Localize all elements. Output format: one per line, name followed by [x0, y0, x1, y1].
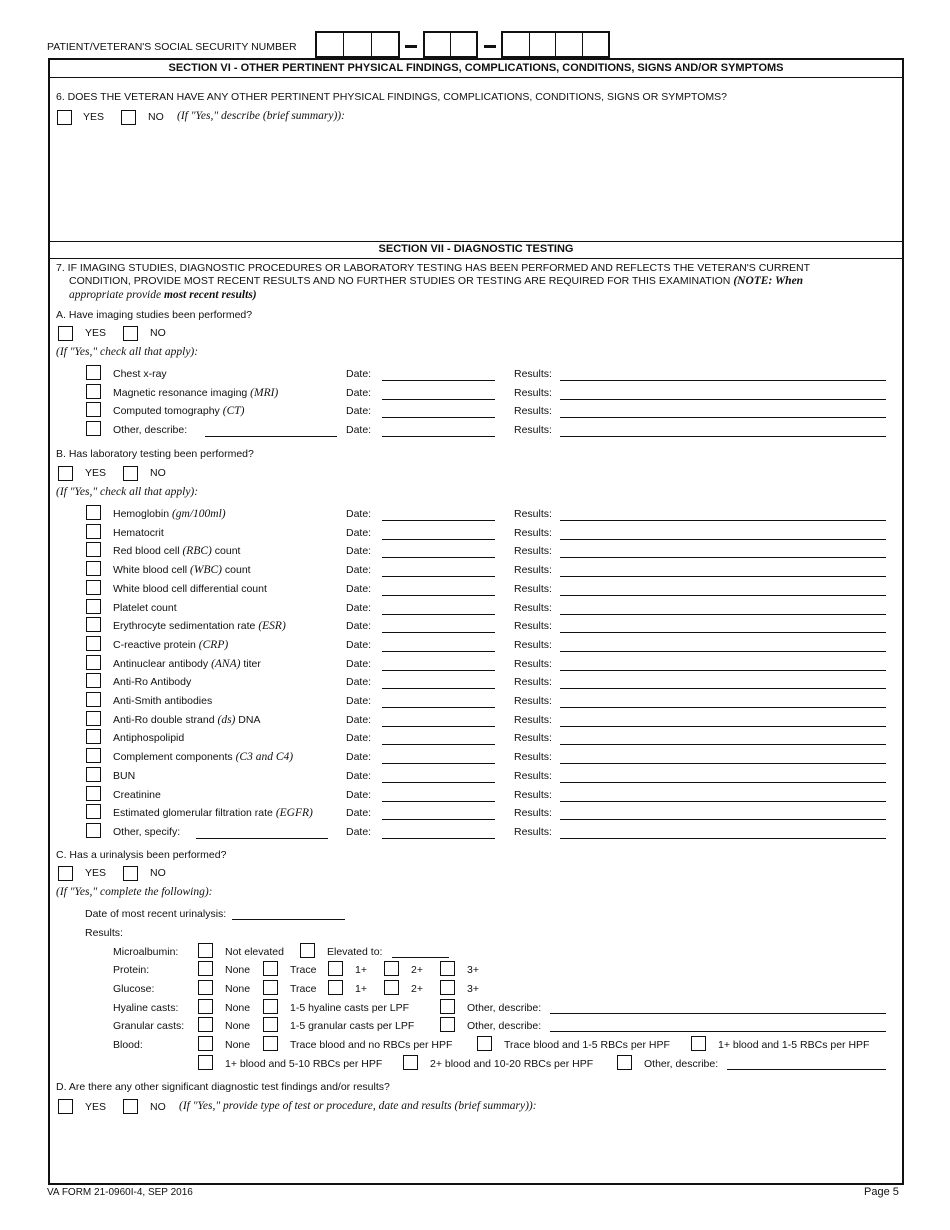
imaging-item-checkbox[interactable]	[86, 384, 101, 399]
protein-option-label: 3+	[467, 964, 479, 976]
granular-other-label: Other, describe:	[467, 1020, 542, 1032]
lab-item-label-suffix: titer	[240, 657, 261, 670]
lab-item-label	[113, 658, 261, 670]
blood-other-field[interactable]	[727, 1069, 886, 1070]
lab-item-results-label: Results:	[514, 620, 552, 633]
lab-item-date-label: Date:	[346, 807, 372, 820]
imaging-item-date-field[interactable]	[382, 380, 495, 381]
lab-item-results-label: Results:	[514, 508, 552, 520]
lab-item-label	[113, 602, 177, 614]
imaging-item-date-field[interactable]	[382, 436, 495, 437]
hyaline-other-checkbox[interactable]	[440, 999, 455, 1014]
lab-item-checkbox[interactable]	[86, 692, 101, 707]
lab-item-date-field[interactable]	[382, 688, 495, 689]
question-a: A. Have imaging studies been performed?	[56, 309, 253, 321]
lab-item-date-field[interactable]	[382, 632, 495, 633]
lab-item-label-text: Anti-Ro double strand	[113, 713, 218, 726]
imaging-item-results-label: Results:	[514, 386, 552, 399]
qd-hint: (If "Yes," provide type of test or procedure, date and results (brief summary)):	[179, 1100, 537, 1112]
lab-item-results-field[interactable]	[560, 670, 886, 671]
granular-none-checkbox[interactable]	[198, 1017, 213, 1032]
lab-item-date-label: Date:	[346, 564, 372, 577]
lab-item-label-suffix: DNA	[235, 713, 261, 726]
lab-item-label-text: Hemoglobin	[113, 508, 172, 520]
imaging-item-results-field[interactable]	[560, 380, 886, 381]
lab-item-checkbox[interactable]	[86, 673, 101, 688]
lab-item-date-label: Date:	[346, 695, 372, 707]
page-number: Page 5	[864, 1186, 899, 1198]
q6-no-label: NO	[148, 111, 164, 123]
microalbumin-label: Microalbumin:	[113, 946, 179, 958]
lab-item-label-suffix: count	[221, 564, 251, 577]
hyaline-1-5-checkbox[interactable]	[263, 999, 278, 1014]
protein-option-checkbox[interactable]	[263, 961, 278, 976]
imaging-item-results-label: Results:	[514, 405, 552, 418]
lab-item-label	[113, 732, 184, 744]
imaging-item-label-text: Other, describe:	[113, 424, 188, 437]
blood-2plus-10-20-checkbox[interactable]	[403, 1055, 418, 1070]
granular-other-checkbox[interactable]	[440, 1017, 455, 1032]
ssn-dash	[405, 45, 417, 48]
lab-item-date-label: Date:	[346, 751, 372, 764]
blood-1plus-1-5-checkbox[interactable]	[691, 1036, 706, 1051]
question-b: B. Has laboratory testing been performed?	[56, 448, 254, 460]
imaging-item-checkbox[interactable]	[86, 421, 101, 436]
lab-item-label-text: Estimated glomerular filtration rate	[113, 807, 276, 820]
lab-item-date-label: Date:	[346, 508, 372, 520]
hyaline-1-5-label: 1-5 hyaline casts per LPF	[290, 1002, 410, 1014]
lab-item-date-field[interactable]	[382, 557, 495, 558]
blood-2plus-10-20-label: 2+ blood and 10-20 RBCs per HPF	[430, 1058, 594, 1070]
urinalysis-date-field[interactable]	[232, 919, 345, 920]
q6-no-checkbox[interactable]	[121, 110, 136, 125]
lab-item-label-text: Antiphospolipid	[113, 732, 185, 745]
imaging-item-label-text: Computed tomography	[113, 405, 223, 418]
lab-item-label-suffix: count	[211, 545, 241, 558]
protein-option-checkbox[interactable]	[328, 961, 343, 976]
protein-option-label: Trace	[290, 964, 317, 976]
imaging-item-results-field[interactable]	[560, 417, 886, 418]
lab-item-results-field[interactable]	[560, 576, 886, 577]
lab-item-label-text: Antinuclear antibody	[113, 657, 212, 670]
ssn-label: PATIENT/VETERAN'S SOCIAL SECURITY NUMBER	[47, 41, 297, 53]
lab-item-results-label: Results:	[514, 769, 552, 782]
lab-item-date-field[interactable]	[382, 651, 495, 652]
lab-item-date-field[interactable]	[382, 520, 495, 521]
ssn-field-part3[interactable]	[501, 31, 610, 58]
imaging-item-date-label: Date:	[346, 405, 372, 418]
lab-item-label	[113, 789, 161, 801]
lab-item-date-label: Date:	[346, 545, 372, 558]
microalbumin-elevated-checkbox[interactable]	[300, 943, 315, 958]
lab-item-results-field[interactable]	[560, 782, 886, 783]
granular-label: Granular casts:	[113, 1020, 185, 1032]
qc-yes-label: YES	[85, 867, 107, 879]
lab-item-label-text: Erythrocyte sedimentation rate	[113, 620, 259, 633]
qc-hint: (If "Yes," complete the following):	[56, 886, 213, 898]
lab-item-results-field[interactable]	[560, 595, 886, 596]
imaging-item-date-field[interactable]	[382, 417, 495, 418]
ssn-dash	[484, 45, 496, 48]
qa-yes-label: YES	[85, 327, 107, 339]
intro-line-2: CONDITION, PROVIDE MOST RECENT RESULTS AND NO FURTHER STUDIES OR TESTING ARE REQUIRED FOR THIS EXAMINATION (NOTE: When	[69, 275, 804, 287]
lab-item-results-label: Results:	[514, 807, 552, 820]
blood-other-label: Other, describe:	[644, 1058, 719, 1070]
lab-item-label-abbr: (WBC)	[190, 564, 222, 577]
imaging-item-checkbox[interactable]	[86, 402, 101, 417]
blood-1plus-1-5-label: 1+ blood and 1-5 RBCs per HPF	[718, 1039, 870, 1051]
lab-item-date-label: Date:	[346, 676, 372, 689]
lab-item-date-field[interactable]	[382, 801, 495, 802]
lab-item-results-label: Results:	[514, 564, 552, 577]
lab-item-checkbox[interactable]	[86, 617, 101, 632]
lab-item-label-abbr: (ANA)	[211, 657, 241, 670]
granular-1-5-label: 1-5 granular casts per LPF	[290, 1020, 415, 1032]
imaging-item-label	[113, 405, 244, 417]
lab-item-checkbox[interactable]	[86, 711, 101, 726]
glucose-option-label: Trace	[290, 983, 317, 995]
qb-no-label: NO	[150, 467, 166, 479]
lab-item-results-label: Results:	[514, 601, 552, 614]
granular-other-field[interactable]	[550, 1031, 886, 1032]
lab-item-label-text: Anti-Ro Antibody	[113, 676, 192, 689]
lab-item-label	[113, 807, 313, 819]
hyaline-none-checkbox[interactable]	[198, 999, 213, 1014]
urinalysis-date-label: Date of most recent urinalysis:	[85, 908, 227, 920]
lab-item-label-text: White blood cell differential count	[113, 582, 267, 595]
lab-item-results-label: Results:	[514, 825, 552, 838]
lab-item-checkbox[interactable]	[86, 786, 101, 801]
glucose-option-checkbox[interactable]	[328, 980, 343, 995]
protein-option-checkbox[interactable]	[440, 961, 455, 976]
blood-trace-no-rbc-checkbox[interactable]	[263, 1036, 278, 1051]
qa-hint: (If "Yes," check all that apply):	[56, 346, 199, 358]
protein-option-checkbox[interactable]	[198, 961, 213, 976]
lab-item-results-field[interactable]	[560, 539, 886, 540]
lab-item-results-field[interactable]	[560, 744, 886, 745]
qd-yes-checkbox[interactable]	[58, 1099, 73, 1114]
lab-item-results-label: Results:	[514, 695, 552, 707]
lab-item-label	[113, 583, 267, 595]
protein-option-label: None	[225, 964, 251, 976]
form-number: VA FORM 21-0960I-4, SEP 2016	[47, 1187, 193, 1198]
microalbumin-elevated-field[interactable]	[392, 957, 449, 958]
lab-item-results-label: Results:	[514, 638, 552, 651]
lab-item-results-label: Results:	[514, 732, 552, 745]
lab-item-date-label: Date:	[346, 825, 372, 838]
intro-line-1: 7. IF IMAGING STUDIES, DIAGNOSTIC PROCEDURES OR LABORATORY TESTING HAS BEEN PERFORMED AND REFLECTS THE VETERAN'S CURRENT	[56, 262, 811, 274]
protein-option-label: 1+	[355, 964, 367, 976]
blood-none-label: None	[225, 1039, 251, 1051]
imaging-item-date-field[interactable]	[382, 399, 495, 400]
lab-item-results-field[interactable]	[560, 520, 886, 521]
glucose-label: Glucose:	[113, 983, 155, 995]
lab-item-date-field[interactable]	[382, 707, 495, 708]
imaging-item-results-label: Results:	[514, 368, 552, 380]
lab-item-results-label: Results:	[514, 582, 552, 595]
urinalysis-results-label: Results:	[85, 927, 123, 939]
glucose-option-checkbox[interactable]	[198, 980, 213, 995]
lab-item-date-field[interactable]	[382, 595, 495, 596]
imaging-item-date-label: Date:	[346, 424, 372, 437]
lab-item-checkbox[interactable]	[86, 524, 101, 539]
lab-item-date-field[interactable]	[382, 670, 495, 671]
lab-item-label	[113, 508, 226, 520]
imaging-item-results-field[interactable]	[560, 399, 886, 400]
lab-item-date-field[interactable]	[382, 614, 495, 615]
lab-item-label-text: Complement components	[113, 751, 236, 764]
hyaline-none-label: None	[225, 1002, 251, 1014]
lab-item-checkbox[interactable]	[86, 636, 101, 651]
glucose-option-label: 1+	[355, 983, 367, 995]
lab-item-label-text: C-reactive protein	[113, 638, 199, 651]
blood-other-checkbox[interactable]	[617, 1055, 632, 1070]
imaging-item-label-abbr: (CT)	[222, 405, 245, 418]
imaging-item-results-field[interactable]	[560, 436, 886, 437]
lab-item-results-field[interactable]	[560, 557, 886, 558]
lab-item-results-field[interactable]	[560, 651, 886, 652]
qc-yes-checkbox[interactable]	[58, 866, 73, 881]
lab-item-label-abbr: (gm/100ml)	[171, 508, 226, 520]
lab-item-label-text: Platelet count	[113, 601, 177, 614]
lab-item-other-field[interactable]	[196, 838, 328, 839]
lab-item-label-text: White blood cell	[113, 564, 191, 577]
lab-item-label-abbr: (RBC)	[182, 545, 212, 558]
ssn-field-part1[interactable]	[315, 31, 400, 58]
lab-item-results-field[interactable]	[560, 838, 886, 839]
protein-option-label: 2+	[411, 964, 423, 976]
hyaline-other-field[interactable]	[550, 1013, 886, 1014]
microalbumin-not-elevated-label: Not elevated	[225, 946, 284, 958]
lab-item-date-field[interactable]	[382, 744, 495, 745]
lab-item-checkbox[interactable]	[86, 580, 101, 595]
lab-item-label	[113, 714, 260, 726]
imaging-item-results-label: Results:	[514, 424, 552, 437]
lab-item-results-field[interactable]	[560, 801, 886, 802]
q6-yes-label: YES	[83, 111, 105, 123]
lab-item-label-text: BUN	[113, 769, 136, 782]
lab-item-date-label: Date:	[346, 769, 372, 782]
lab-item-label-abbr: (ds)	[217, 713, 236, 726]
blood-label: Blood:	[113, 1039, 143, 1051]
lab-item-label	[113, 545, 240, 557]
lab-item-label-text: Hematocrit	[113, 526, 164, 539]
lab-item-results-field[interactable]	[560, 632, 886, 633]
lab-item-results-field[interactable]	[560, 726, 886, 727]
lab-item-checkbox[interactable]	[86, 729, 101, 744]
lab-item-label	[113, 564, 251, 576]
lab-item-results-label: Results:	[514, 751, 552, 764]
divider	[50, 258, 902, 259]
glucose-option-checkbox[interactable]	[263, 980, 278, 995]
lab-item-date-label: Date:	[346, 713, 372, 726]
question-6: 6. DOES THE VETERAN HAVE ANY OTHER PERTINENT PHYSICAL FINDINGS, COMPLICATIONS, CONDITIONS, SIGNS OR SYMPTOMS?	[56, 91, 727, 103]
question-c: C. Has a urinalysis been performed?	[56, 849, 227, 861]
granular-1-5-checkbox[interactable]	[263, 1017, 278, 1032]
blood-trace-1-5-checkbox[interactable]	[477, 1036, 492, 1051]
glucose-option-label: None	[225, 983, 251, 995]
qa-yes-checkbox[interactable]	[58, 326, 73, 341]
lab-item-checkbox[interactable]	[86, 599, 101, 614]
imaging-item-checkbox[interactable]	[86, 365, 101, 380]
lab-item-date-label: Date:	[346, 582, 372, 595]
lab-item-date-label: Date:	[346, 620, 372, 633]
lab-item-date-field[interactable]	[382, 539, 495, 540]
imaging-item-date-label: Date:	[346, 386, 372, 399]
imaging-item-label-text: Chest x-ray	[113, 368, 167, 380]
imaging-item-date-label: Date:	[346, 368, 372, 380]
lab-item-date-label: Date:	[346, 732, 372, 745]
lab-item-date-label: Date:	[346, 788, 372, 801]
lab-item-label-text: Other, specify:	[113, 825, 181, 838]
lab-item-checkbox[interactable]	[86, 823, 101, 838]
lab-item-results-field[interactable]	[560, 763, 886, 764]
lab-item-checkbox[interactable]	[86, 767, 101, 782]
blood-trace-1-5-label: Trace blood and 1-5 RBCs per HPF	[504, 1039, 670, 1051]
microalbumin-elevated-label: Elevated to:	[327, 946, 383, 958]
lab-item-results-field[interactable]	[560, 614, 886, 615]
imaging-item-label	[113, 368, 167, 380]
q6-hint: (If "Yes," describe (brief summary)):	[177, 110, 345, 122]
protein-label: Protein:	[113, 964, 150, 976]
qb-yes-label: YES	[85, 467, 107, 479]
imaging-item-label	[113, 387, 278, 399]
lab-item-checkbox[interactable]	[86, 655, 101, 670]
lab-item-checkbox[interactable]	[86, 804, 101, 819]
lab-item-results-label: Results:	[514, 788, 552, 801]
lab-item-checkbox[interactable]	[86, 748, 101, 763]
granular-none-label: None	[225, 1020, 251, 1032]
qb-hint: (If "Yes," check all that apply):	[56, 486, 199, 498]
lab-item-results-field[interactable]	[560, 688, 886, 689]
lab-item-date-label: Date:	[346, 601, 372, 614]
lab-item-label	[113, 826, 180, 838]
lab-item-label	[113, 751, 293, 763]
lab-item-label	[113, 620, 286, 632]
qd-no-checkbox[interactable]	[123, 1099, 138, 1114]
microalbumin-not-elevated-checkbox[interactable]	[198, 943, 213, 958]
qb-no-checkbox[interactable]	[123, 466, 138, 481]
section-6-title: SECTION VI - OTHER PERTINENT PHYSICAL FINDINGS, COMPLICATIONS, CONDITIONS, SIGNS AND/OR SYMPTOMS	[168, 62, 784, 74]
intro-line-3: appropriate provide most recent results)	[69, 289, 257, 301]
lab-item-checkbox[interactable]	[86, 542, 101, 557]
imaging-item-label-text: Magnetic resonance imaging	[113, 386, 251, 399]
lab-item-date-field[interactable]	[382, 838, 495, 839]
qd-yes-label: YES	[85, 1101, 107, 1113]
lab-item-label	[113, 639, 228, 651]
glucose-option-label: 2+	[411, 983, 423, 995]
lab-item-label-abbr: (ESR)	[258, 620, 286, 633]
lab-item-label-abbr: (C3 and C4)	[235, 751, 294, 764]
imaging-item-other-field[interactable]	[205, 436, 337, 437]
lab-item-label-text: Anti-Smith antibodies	[113, 695, 213, 707]
protein-option-checkbox[interactable]	[384, 961, 399, 976]
blood-1plus-5-10-label: 1+ blood and 5-10 RBCs per HPF	[225, 1058, 383, 1070]
lab-item-label	[113, 527, 164, 539]
hyaline-label: Hyaline casts:	[113, 1002, 179, 1014]
lab-item-label-text: Red blood cell	[113, 545, 183, 558]
glucose-option-checkbox[interactable]	[440, 980, 455, 995]
lab-item-label-abbr: (EGFR)	[275, 807, 313, 820]
divider	[50, 77, 902, 78]
lab-item-date-label: Date:	[346, 526, 372, 539]
qc-no-label: NO	[150, 867, 166, 879]
qa-no-checkbox[interactable]	[123, 326, 138, 341]
divider	[50, 241, 902, 242]
lab-item-date-field[interactable]	[382, 763, 495, 764]
lab-item-date-field[interactable]	[382, 782, 495, 783]
lab-item-results-label: Results:	[514, 713, 552, 726]
blood-trace-no-rbc-label: Trace blood and no RBCs per HPF	[290, 1039, 453, 1051]
lab-item-date-field[interactable]	[382, 726, 495, 727]
lab-item-results-label: Results:	[514, 676, 552, 689]
glucose-option-checkbox[interactable]	[384, 980, 399, 995]
imaging-item-label-abbr: (MRI)	[250, 386, 279, 399]
lab-item-date-label: Date:	[346, 638, 372, 651]
lab-item-checkbox[interactable]	[86, 561, 101, 576]
lab-item-label	[113, 676, 191, 688]
lab-item-date-field[interactable]	[382, 576, 495, 577]
qb-yes-checkbox[interactable]	[58, 466, 73, 481]
blood-none-checkbox[interactable]	[198, 1036, 213, 1051]
qa-no-label: NO	[150, 327, 166, 339]
question-d: D. Are there any other significant diagnostic test findings and/or results?	[56, 1081, 390, 1093]
lab-item-date-field[interactable]	[382, 819, 495, 820]
glucose-option-label: 3+	[467, 983, 479, 995]
blood-1plus-5-10-checkbox[interactable]	[198, 1055, 213, 1070]
q6-yes-checkbox[interactable]	[57, 110, 72, 125]
lab-item-label	[113, 770, 135, 782]
lab-item-date-label: Date:	[346, 657, 372, 670]
lab-item-results-label: Results:	[514, 657, 552, 670]
section-7-title: SECTION VII - DIAGNOSTIC TESTING	[378, 243, 574, 255]
lab-item-results-label: Results:	[514, 526, 552, 539]
hyaline-other-label: Other, describe:	[467, 1002, 542, 1014]
lab-item-checkbox[interactable]	[86, 505, 101, 520]
lab-item-results-label: Results:	[514, 545, 552, 558]
qd-no-label: NO	[150, 1101, 166, 1113]
ssn-field-part2[interactable]	[423, 31, 478, 58]
imaging-item-label	[113, 424, 187, 436]
lab-item-label	[113, 695, 212, 707]
lab-item-label-abbr: (CRP)	[198, 638, 229, 651]
qc-no-checkbox[interactable]	[123, 866, 138, 881]
lab-item-label-text: Creatinine	[113, 788, 161, 801]
lab-item-results-field[interactable]	[560, 819, 886, 820]
lab-item-results-field[interactable]	[560, 707, 886, 708]
